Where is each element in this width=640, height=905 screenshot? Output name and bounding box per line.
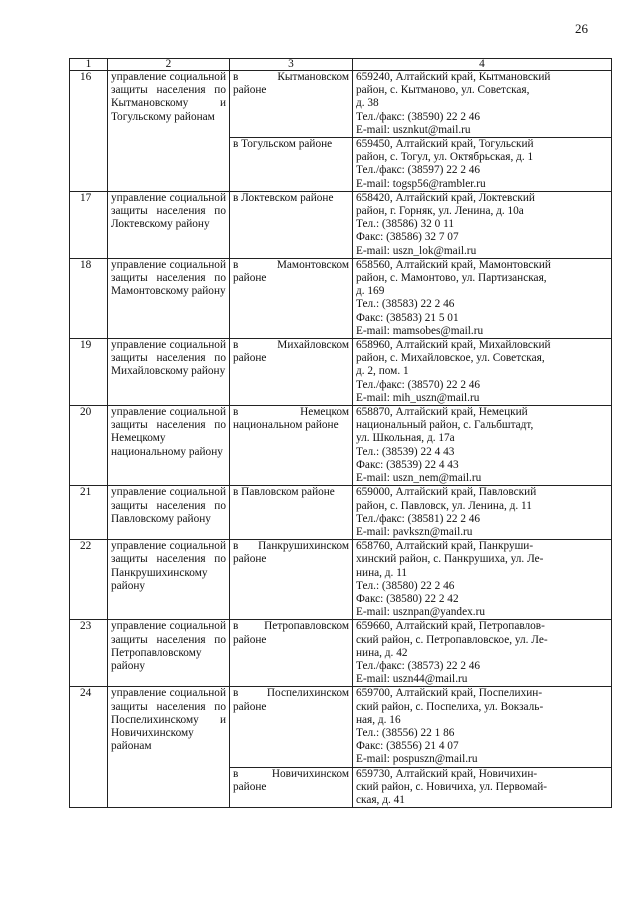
address-line: 659450, Алтайский край, Тогульский xyxy=(356,138,534,151)
address-line: Тел.: (38583) 22 2 46 xyxy=(356,298,455,311)
contact-address xyxy=(353,339,612,406)
address-line: 658560, Алтайский край, Мамонтовский xyxy=(356,258,551,271)
table-row xyxy=(70,406,612,486)
address-line: район, с. Кытманово, ул. Советская, xyxy=(356,84,530,97)
district-location: в Тогульском районе xyxy=(230,138,353,192)
address-line: E-mail: uszn44@mail.ru xyxy=(356,673,468,686)
department-name: управление социальной защиты населения по Поспелихинскому и Новичихинскому районам xyxy=(108,687,230,808)
contact-address xyxy=(353,138,612,192)
address-line: район, с. Мамонтово, ул. Партизанская, xyxy=(356,272,547,285)
row-number: 20 xyxy=(70,406,108,486)
contact-address xyxy=(353,620,612,687)
district-location: в Петропавловском районе xyxy=(230,620,353,687)
address-line: национальный район, с. Гальбштадт, xyxy=(356,419,534,432)
department-name: управление социальной защиты населения по Петропавловскому району xyxy=(108,620,230,687)
address-line: E-mail: mamsobes@mail.ru xyxy=(356,324,484,337)
address-line: 658960, Алтайский край, Михайловский xyxy=(356,339,551,352)
department-name: управление социальной защиты населения по Локтевскому району xyxy=(108,191,230,258)
address-line: 659000, Алтайский край, Павловский xyxy=(356,486,537,499)
row-number: 23 xyxy=(70,620,108,687)
contact-address xyxy=(353,191,612,258)
row-number: 24 xyxy=(70,687,108,808)
contact-address xyxy=(353,540,612,620)
table-row xyxy=(70,258,612,338)
address-line: Тел.: (38580) 22 2 46 xyxy=(356,579,455,592)
district-location: в Мамонтовском районе xyxy=(230,258,353,338)
department-name: управление социальной защиты населения по Немецкому национальному району xyxy=(108,406,230,486)
address-line: 659240, Алтайский край, Кытмановский xyxy=(356,71,551,83)
district-location: в Поспелихинском районе xyxy=(230,687,353,767)
address-line: 659730, Алтайский край, Новичихин- xyxy=(356,767,538,780)
address-line: район, с. Тогул, ул. Октябрьская, д. 1 xyxy=(356,151,534,164)
header-col-1: 1 xyxy=(70,59,108,71)
address-line: д. 2, пом. 1 xyxy=(356,365,409,378)
table-row xyxy=(70,687,612,767)
district-location: в Кытмановском районе xyxy=(230,71,353,138)
table-row xyxy=(70,339,612,406)
address-line: район, г. Горняк, ул. Ленина, д. 10а xyxy=(356,205,524,218)
address-line: ул. Школьная, д. 17а xyxy=(356,432,455,445)
address-line: ная, д. 16 xyxy=(356,713,401,726)
address-line: 659660, Алтайский край, Петропавлов- xyxy=(356,620,545,633)
table-row xyxy=(70,620,612,687)
contact-address xyxy=(353,767,612,808)
address-line: нина, д. 42 xyxy=(356,646,408,659)
address-line: Факс: (38586) 32 7 07 xyxy=(356,231,459,244)
contact-address xyxy=(353,71,612,138)
address-line: E-mail: togsp56@rambler.ru xyxy=(356,177,486,190)
district-location: в Локтевском районе xyxy=(230,191,353,258)
table-row xyxy=(70,71,612,138)
address-line: E-mail: pospuszn@mail.ru xyxy=(356,753,478,766)
address-line: Тел./факс: (38581) 22 2 46 xyxy=(356,512,481,525)
address-line: ская, д. 41 xyxy=(356,793,405,806)
social-protection-table xyxy=(69,58,612,808)
address-line: Факс: (38580) 22 2 42 xyxy=(356,592,459,605)
address-line: Тел./факс: (38597) 22 2 46 xyxy=(356,164,481,177)
table-row xyxy=(70,191,612,258)
row-number: 19 xyxy=(70,339,108,406)
address-line: ский район, с. Поспелиха, ул. Вокзаль- xyxy=(356,700,544,713)
row-number: 17 xyxy=(70,191,108,258)
address-line: хинский район, с. Панкрушиха, ул. Ле- xyxy=(356,553,544,566)
address-line: ский район, с. Петропавловское, ул. Ле- xyxy=(356,633,548,646)
contact-address xyxy=(353,258,612,338)
department-name: управление социальной защиты населения по Михайловскому району xyxy=(108,339,230,406)
department-name: управление социальной защиты населения по Кытмановскому и Тогульскому районам xyxy=(108,71,230,192)
address-line: район, с. Павловск, ул. Ленина, д. 11 xyxy=(356,499,532,512)
contact-address xyxy=(353,406,612,486)
address-line: 658420, Алтайский край, Локтевский xyxy=(356,191,535,204)
district-location: в Михайловском районе xyxy=(230,339,353,406)
page-number: 26 xyxy=(575,21,588,36)
address-line: E-mail: usznkut@mail.ru xyxy=(356,123,471,136)
header-row xyxy=(70,59,612,71)
department-name: управление социальной защиты населения по Павловскому району xyxy=(108,486,230,540)
address-line: Факс: (38556) 21 4 07 xyxy=(356,740,459,753)
address-line: 658870, Алтайский край, Немецкий xyxy=(356,406,528,419)
table-row xyxy=(70,486,612,540)
address-line: Тел./факс: (38570) 22 2 46 xyxy=(356,378,481,391)
row-number: 22 xyxy=(70,540,108,620)
header-col-2: 2 xyxy=(108,59,230,71)
header-col-4: 4 xyxy=(353,59,612,71)
district-location: в Панкрушихинском районе xyxy=(230,540,353,620)
address-line: Тел./факс: (38590) 22 2 46 xyxy=(356,110,481,123)
table-body xyxy=(70,71,612,808)
row-number: 21 xyxy=(70,486,108,540)
address-line: E-mail: pavkszn@mail.ru xyxy=(356,525,473,538)
table-row xyxy=(70,540,612,620)
address-line: E-mail: usznpan@yandex.ru xyxy=(356,606,485,619)
address-line: Тел.: (38586) 32 0 11 xyxy=(356,218,454,231)
district-location: в Павловском районе xyxy=(230,486,353,540)
department-name: управление социальной защиты населения по Мамонтовскому району xyxy=(108,258,230,338)
address-line: ский район, с. Новичиха, ул. Первомай- xyxy=(356,780,548,793)
district-location: в Новичихинском районе xyxy=(230,767,353,808)
address-line: E-mail: mih_uszn@mail.ru xyxy=(356,391,480,404)
address-line: E-mail: uszn_lok@mail.ru xyxy=(356,244,477,257)
address-line: E-mail: uszn_nem@mail.ru xyxy=(356,472,482,485)
department-name: управление социальной защиты населения по Панкрушихинскому району xyxy=(108,540,230,620)
row-number: 16 xyxy=(70,71,108,192)
address-line: Тел.: (38539) 22 4 43 xyxy=(356,445,455,458)
address-line: 658760, Алтайский край, Панкруши- xyxy=(356,540,534,553)
address-line: д. 169 xyxy=(356,285,385,298)
address-line: Тел.: (38556) 22 1 86 xyxy=(356,726,455,739)
address-line: нина, д. 11 xyxy=(356,566,408,579)
contact-address xyxy=(353,486,612,540)
address-line: Факс: (38583) 21 5 01 xyxy=(356,311,459,324)
address-line: район, с. Михайловское, ул. Советская, xyxy=(356,352,545,365)
header-col-3: 3 xyxy=(230,59,353,71)
address-line: Факс: (38539) 22 4 43 xyxy=(356,458,459,471)
address-line: Тел./факс: (38573) 22 2 46 xyxy=(356,659,481,672)
row-number: 18 xyxy=(70,258,108,338)
contact-address xyxy=(353,687,612,767)
address-line: д. 38 xyxy=(356,97,379,110)
district-location: в Немецком национальном районе xyxy=(230,406,353,486)
address-line: 659700, Алтайский край, Поспелихин- xyxy=(356,687,543,700)
